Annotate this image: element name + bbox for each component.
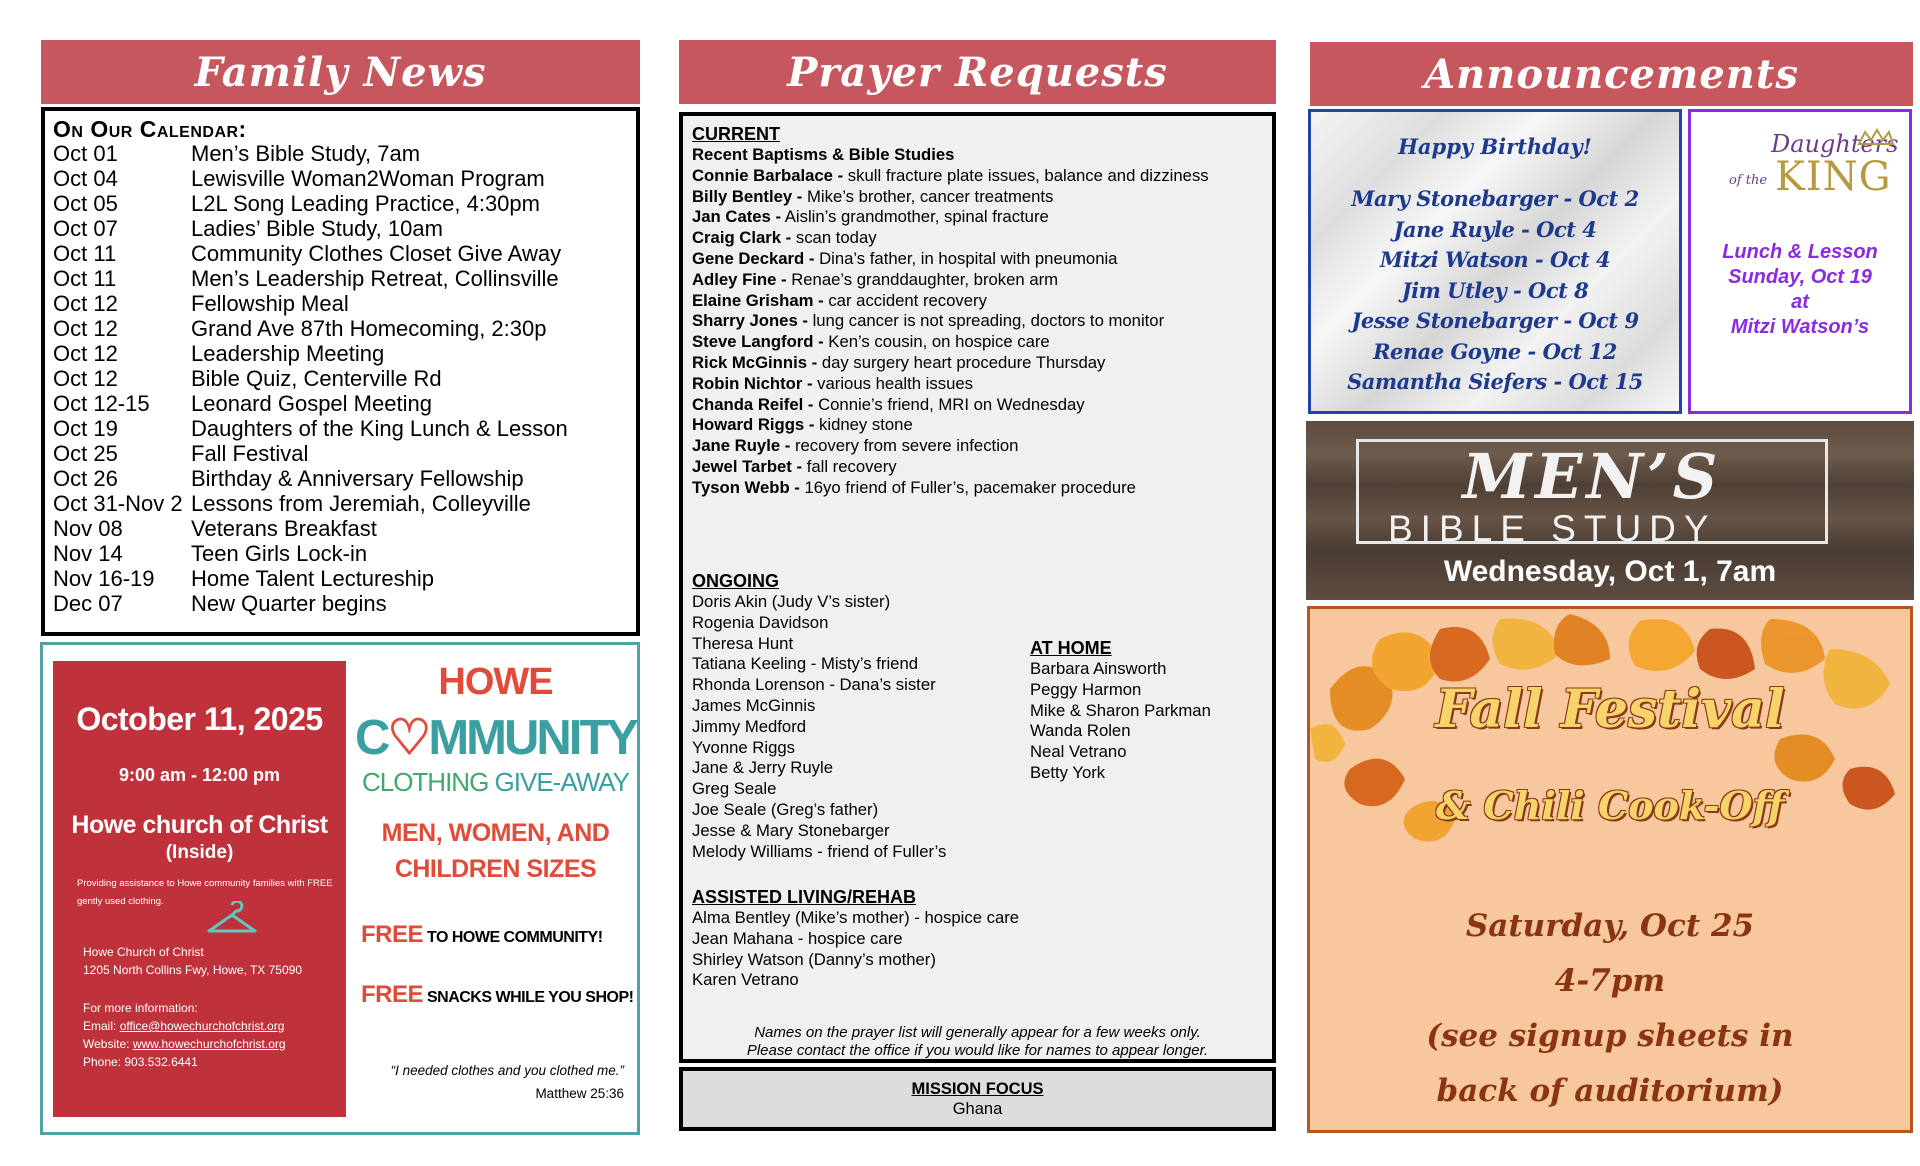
calendar-event: Lessons from Jeremiah, Colleyville — [191, 491, 531, 516]
calendar-date: Oct 19 — [53, 416, 118, 441]
calendar-date: Oct 12 — [53, 291, 118, 316]
prayer-note — [683, 1024, 1272, 1060]
assisted-item: Shirley Watson (Danny’s mother) — [692, 949, 936, 969]
prayer-note: car accident recovery — [823, 290, 987, 310]
calendar-row — [53, 416, 628, 441]
free2-rest: SNACKS WHILE YOU SHOP! — [423, 989, 634, 1006]
address-name: Howe Church of Christ — [83, 945, 204, 959]
free-word-2: FREE — [361, 981, 424, 1008]
fall-festival-details — [1310, 899, 1910, 1119]
calendar-row — [53, 166, 628, 191]
prayer-item — [692, 187, 1263, 208]
clothing-event-details — [53, 661, 346, 1117]
ongoing-item: Rogenia Davidson — [692, 612, 829, 632]
calendar-event: Ladies’ Bible Study, 10am — [191, 216, 443, 241]
prayer-note: skull fracture plate issues, balance and dizziness — [843, 165, 1209, 185]
clothing-venue: Howe church of Christ — [71, 811, 328, 839]
prayer-item — [692, 270, 1263, 291]
calendar-date: Oct 07 — [53, 216, 118, 241]
prayer-item — [692, 228, 1263, 249]
fall-festival-panel — [1307, 606, 1913, 1133]
dotk-line-1: Lunch & Lesson — [1722, 241, 1878, 263]
prayer-item — [692, 332, 1263, 353]
sizes-line-1: MEN, WOMEN, AND — [381, 819, 610, 847]
athome-item: Neal Vetrano — [1030, 742, 1127, 762]
prayer-note: recovery from severe infection — [790, 436, 1019, 456]
prayer-name: Elaine Grisham - — [692, 290, 824, 310]
calendar-date: Nov 14 — [53, 541, 123, 566]
ongoing-item: Joe Seale (Greg’s father) — [692, 799, 879, 819]
birthday-panel — [1308, 109, 1682, 414]
birthday-item: Jesse Stonebarger - Oct 9 — [1351, 308, 1639, 333]
calendar-event: Men’s Leadership Retreat, Collinsville — [191, 266, 559, 291]
website-link[interactable]: www.howechurchofchrist.org — [132, 1037, 286, 1051]
clothing-giveaway-title — [353, 767, 638, 798]
prayer-name: Jan Cates - — [692, 207, 782, 227]
free-snacks-line — [361, 981, 633, 1009]
fall-note-2: back of auditorium) — [1436, 1073, 1784, 1109]
prayer-item — [692, 166, 1263, 187]
calendar-event: Home Talent Lectureship — [191, 566, 434, 591]
calendar-date: Oct 25 — [53, 441, 118, 466]
athome-item: Betty York — [1030, 762, 1106, 782]
prayer-note: lung cancer is not spreading, doctors to monitor — [807, 311, 1165, 331]
prayer-name: Sharry Jones - — [692, 311, 808, 331]
ongoing-item: James McGinnis — [692, 695, 816, 715]
calendar-row — [53, 241, 628, 266]
prayer-name: Jewel Tarbet - — [692, 456, 803, 476]
prayer-name: Adley Fine - — [692, 269, 787, 289]
prayer-note: Connie’s friend, MRI on Wednesday — [813, 394, 1085, 414]
calendar-date: Oct 05 — [53, 191, 118, 216]
calendar-event: Birthday & Anniversary Fellowship — [191, 466, 524, 491]
calendar-event: Men’s Bible Study, 7am — [191, 141, 421, 166]
logo-of-the: of the — [1729, 173, 1768, 188]
mission-focus-panel — [679, 1067, 1276, 1131]
fall-festival-title: Fall Festival — [1435, 679, 1785, 740]
calendar-event: New Quarter begins — [191, 591, 387, 616]
prayer-note: Mike’s brother, cancer treatments — [802, 186, 1054, 206]
phone-text: Phone: 903.532.6441 — [83, 1055, 198, 1069]
address-street: 1205 North Collins Fwy, Howe, TX 75090 — [83, 963, 302, 977]
calendar-event: L2L Song Leading Practice, 4:30pm — [191, 191, 540, 216]
calendar-row — [53, 341, 628, 366]
birthday-item: Mitzi Watson - Oct 4 — [1379, 247, 1611, 272]
calendar-row — [53, 441, 628, 466]
birthday-title: Happy Birthday! — [1398, 134, 1592, 159]
prayer-name: Rick McGinnis - — [692, 352, 818, 372]
email-link[interactable]: office@howechurchofchrist.org — [119, 1019, 285, 1033]
fall-time: 4-7pm — [1554, 963, 1666, 999]
birthday-item: Samantha Siefers - Oct 15 — [1347, 369, 1643, 394]
ongoing-item: Melody Williams - friend of Fuller’s — [692, 841, 947, 861]
scripture-quote — [391, 1059, 624, 1105]
ongoing-item: Yvonne Riggs — [692, 737, 795, 757]
calendar-row — [53, 316, 628, 341]
community-rest: MMUNITY — [428, 711, 636, 765]
calendar-date: Oct 04 — [53, 166, 118, 191]
calendar-title: On Our Calendar: — [53, 116, 247, 142]
calendar-event: Teen Girls Lock-in — [191, 541, 368, 566]
calendar-date: Oct 12 — [53, 316, 118, 341]
fall-note-1: (see signup sheets in — [1426, 1018, 1794, 1054]
free-community-line — [361, 921, 603, 949]
athome-item: Wanda Rolen — [1030, 721, 1131, 741]
clothing-time: 9:00 am - 12:00 pm — [118, 765, 281, 785]
current-title: CURRENT — [692, 124, 780, 144]
clothing-date: October 11, 2025 — [76, 701, 323, 737]
current-list — [692, 166, 1263, 499]
athome-list — [1030, 659, 1270, 784]
ongoing-item: Jesse & Mary Stonebarger — [692, 820, 890, 840]
prayer-item — [692, 457, 1263, 478]
prayer-item — [692, 374, 1263, 395]
calendar-row — [53, 541, 628, 566]
free-word: FREE — [361, 921, 424, 948]
announcements-header: Announcements — [1310, 42, 1913, 106]
calendar-event: Fellowship Meal — [191, 291, 349, 316]
calendar-row — [53, 216, 628, 241]
prayer-note-1: Names on the prayer list will generally appear for a few weeks only. — [754, 1024, 1201, 1041]
mens-bible-study-banner — [1306, 421, 1914, 600]
prayer-note: scan today — [791, 228, 877, 248]
info-label: For more information: — [83, 1001, 198, 1015]
email-label: Email: — [83, 1019, 117, 1033]
prayer-note: fall recovery — [802, 456, 897, 476]
logo-king: KING — [1775, 154, 1892, 200]
calendar-row — [53, 266, 628, 291]
dotk-line-2: Sunday, Oct 19 — [1728, 266, 1872, 288]
clothing-giveaway-flyer — [40, 642, 640, 1135]
prayer-item — [692, 207, 1263, 228]
assisted-list — [692, 908, 1262, 991]
prayer-note: day surgery heart procedure Thursday — [817, 352, 1106, 372]
clothing-promo — [353, 645, 638, 1132]
sizes-line-2: CHILDREN SIZES — [394, 855, 597, 883]
calendar-row — [53, 366, 628, 391]
dotk-line-4: Mitzi Watson’s — [1730, 316, 1870, 338]
ongoing-item: Tatiana Keeling - Misty’s friend — [692, 654, 919, 674]
calendar-date: Oct 26 — [53, 466, 118, 491]
calendar-date: Oct 12 — [53, 366, 118, 391]
birthday-item: Renae Goyne - Oct 12 — [1373, 338, 1617, 364]
prayer-item — [692, 478, 1263, 499]
prayer-note: 16yo friend of Fuller’s, pacemaker procedure — [799, 477, 1136, 497]
current-subtitle: Recent Baptisms & Bible Studies — [692, 145, 955, 164]
assisted-item: Alma Bentley (Mike’s mother) - hospice care — [692, 908, 1020, 927]
daughters-of-king-logo — [1709, 122, 1899, 202]
prayer-note: Renae’s granddaughter, broken arm — [786, 269, 1059, 289]
clothing-contact — [83, 999, 286, 1071]
calendar-date: Oct 31-Nov 2 — [53, 491, 183, 516]
assisted-item: Jean Mahana - hospice care — [692, 928, 903, 948]
ongoing-section — [692, 571, 1022, 862]
birthday-item: Mary Stonebarger - Oct 2 — [1351, 186, 1639, 211]
calendar-event: Veterans Breakfast — [191, 516, 377, 541]
mens-when: Wednesday, Oct 1, 7am — [1443, 555, 1777, 588]
athome-title: AT HOME — [1030, 638, 1112, 658]
clothing-assist-text: Providing assistance to Howe community families with FREE gently used clothing. — [77, 878, 333, 907]
prayer-item — [692, 436, 1263, 457]
prayer-name: Craig Clark - — [692, 228, 792, 248]
calendar-event: Fall Festival — [191, 441, 309, 466]
prayer-panel — [679, 112, 1276, 1063]
calendar-date: Nov 16-19 — [53, 566, 155, 591]
prayer-name: Howard Riggs - — [692, 415, 815, 435]
mens-subtitle: BIBLE STUDY — [1388, 508, 1717, 549]
calendar-event: Leadership Meeting — [191, 341, 385, 366]
prayer-item — [692, 353, 1263, 374]
prayer-note: kidney stone — [814, 415, 913, 435]
heart-icon: ♡ — [387, 711, 429, 765]
giveaway-a: CLOTHING — [361, 767, 495, 797]
prayer-item — [692, 415, 1263, 436]
community-c: C — [355, 711, 388, 765]
calendar-row — [53, 141, 628, 166]
athome-section — [1030, 638, 1270, 784]
calendar-date: Oct 12-15 — [53, 391, 150, 416]
prayer-item — [692, 291, 1263, 312]
calendar-event: Bible Quiz, Centerville Rd — [191, 366, 442, 391]
ongoing-title: ONGOING — [692, 571, 780, 591]
calendar-row — [53, 391, 628, 416]
prayer-note: various health issues — [812, 373, 973, 393]
giveaway-b: GIVE-AWAY — [494, 767, 630, 797]
prayer-note-2: Please contact the office if you would like for names to appear longer. — [746, 1042, 1209, 1059]
quote-reference: Matthew 25:36 — [535, 1086, 624, 1101]
calendar-panel — [41, 107, 640, 636]
calendar-row — [53, 291, 628, 316]
ongoing-item: Greg Seale — [692, 779, 777, 799]
prayer-item — [692, 311, 1263, 332]
website-label: Website: — [83, 1037, 130, 1051]
ongoing-item: Jane & Jerry Ruyle — [692, 758, 833, 778]
calendar-date: Oct 12 — [53, 341, 118, 366]
calendar-date: Dec 07 — [53, 591, 123, 616]
assisted-title: ASSISTED LIVING/REHAB — [692, 887, 917, 907]
prayer-name: Steve Langford - — [692, 332, 824, 352]
ongoing-list — [692, 592, 1022, 862]
mission-value: Ghana — [952, 1100, 1003, 1118]
mens-title: MEN’S — [1462, 440, 1722, 513]
prayer-item — [692, 395, 1263, 416]
prayer-name: Connie Barbalace - — [692, 165, 844, 185]
calendar-event: Grand Ave 87th Homecoming, 2:30p — [191, 316, 547, 341]
assisted-section — [692, 887, 1262, 991]
birthday-list — [1311, 184, 1679, 398]
athome-item: Barbara Ainsworth — [1030, 659, 1167, 678]
prayer-name: Gene Deckard - — [692, 248, 815, 268]
athome-item: Mike & Sharon Parkman — [1030, 700, 1211, 720]
prayer-name: Jane Ruyle - — [692, 436, 791, 456]
calendar-list — [53, 141, 628, 616]
prayer-name: Tyson Webb - — [692, 477, 800, 497]
howe-title: HOWE — [438, 661, 553, 703]
dotk-lunch-text — [1691, 240, 1909, 340]
calendar-date: Oct 11 — [53, 266, 117, 291]
prayer-note: Dina’s father, in hospital with pneumonia — [814, 248, 1118, 268]
ongoing-item: Jimmy Medford — [692, 716, 807, 736]
prayer-note: Ken’s cousin, on hospice care — [823, 332, 1050, 352]
clothing-sizes — [353, 815, 638, 887]
prayer-note: Aislin’s grandmother, spinal fracture — [781, 207, 1049, 227]
dotk-line-3: at — [1791, 291, 1809, 313]
calendar-event: Community Clothes Closet Give Away — [191, 241, 562, 266]
birthday-item: Jim Utley - Oct 8 — [1401, 277, 1589, 303]
calendar-event: Leonard Gospel Meeting — [191, 391, 432, 416]
calendar-date: Oct 01 — [53, 141, 118, 166]
prayer-requests-header: Prayer Requests — [679, 40, 1276, 104]
calendar-event: Lewisville Woman2Woman Program — [191, 166, 545, 191]
hanger-icon — [205, 901, 259, 937]
ongoing-item: Theresa Hunt — [692, 633, 794, 653]
calendar-date: Nov 08 — [53, 516, 123, 541]
calendar-row — [53, 516, 628, 541]
quote-text: “I needed clothes and you clothed me.” — [390, 1063, 624, 1078]
calendar-row — [53, 466, 628, 491]
ongoing-item: Rhonda Lorenson - Dana’s sister — [692, 675, 936, 695]
calendar-row — [53, 191, 628, 216]
athome-item: Peggy Harmon — [1030, 679, 1142, 699]
calendar-row — [53, 591, 628, 616]
community-title — [353, 709, 638, 766]
prayer-name: Chanda Reifel - — [692, 394, 814, 414]
assisted-item: Karen Vetrano — [692, 970, 799, 990]
calendar-row — [53, 491, 628, 516]
mission-title: MISSION FOCUS — [911, 1080, 1044, 1098]
daughters-of-king-panel — [1688, 109, 1912, 414]
logo-daughters: Daughters — [1771, 130, 1899, 158]
prayer-item — [692, 249, 1263, 270]
calendar-date: Oct 11 — [53, 241, 117, 266]
chili-cookoff-title: & Chili Cook-Off — [1436, 783, 1784, 828]
fall-date: Saturday, Oct 25 — [1465, 908, 1755, 944]
birthday-item: Jane Ruyle - Oct 4 — [1393, 216, 1597, 242]
calendar-row — [53, 566, 628, 591]
clothing-inside: (Inside) — [165, 842, 234, 863]
calendar-event: Daughters of the King Lunch & Lesson — [191, 416, 568, 441]
prayer-name: Billy Bentley - — [692, 186, 803, 206]
clothing-address — [83, 943, 302, 979]
prayer-name: Robin Nichtor - — [692, 373, 813, 393]
ongoing-item: Doris Akin (Judy V’s sister) — [692, 592, 891, 611]
family-news-header: Family News — [41, 40, 640, 104]
free1-rest: TO HOWE COMMUNITY! — [423, 929, 603, 946]
